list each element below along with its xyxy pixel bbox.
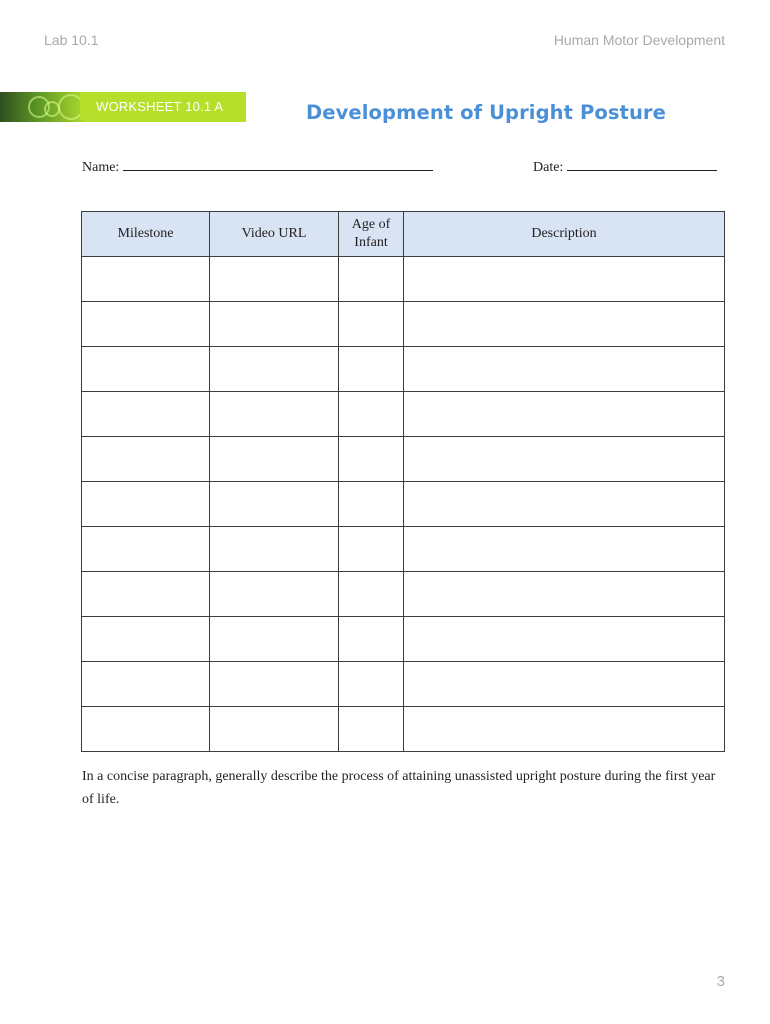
worksheet-label: WORKSHEET 10.1 A [96,99,224,114]
cell-description[interactable] [404,617,725,662]
cell-age[interactable] [339,347,404,392]
cell-description[interactable] [404,347,725,392]
cell-age[interactable] [339,302,404,347]
cell-age[interactable] [339,707,404,752]
cell-age[interactable] [339,257,404,302]
cell-age[interactable] [339,482,404,527]
cell-milestone[interactable] [82,347,210,392]
cell-video-url[interactable] [210,707,339,752]
table-row [82,482,725,527]
table-row [82,392,725,437]
cell-age[interactable] [339,392,404,437]
cell-description[interactable] [404,257,725,302]
table-row [82,527,725,572]
milestone-table [81,211,725,752]
cell-video-url[interactable] [210,482,339,527]
cell-milestone[interactable] [82,572,210,617]
cell-milestone[interactable] [82,482,210,527]
cell-age[interactable] [339,572,404,617]
date-blank-line[interactable] [567,158,717,171]
cell-video-url[interactable] [210,527,339,572]
table-row [82,707,725,752]
table-row [82,572,725,617]
cell-video-url[interactable] [210,347,339,392]
col-header-milestone: Milestone [82,212,210,257]
name-field[interactable] [82,158,433,176]
cell-video-url[interactable] [210,617,339,662]
cell-age[interactable] [339,437,404,482]
cell-milestone[interactable] [82,437,210,482]
cell-description[interactable] [404,437,725,482]
col-header-description: Description [404,212,725,257]
cell-age[interactable] [339,527,404,572]
col-header-video-url: Video URL [210,212,339,257]
table-row [82,257,725,302]
date-field[interactable] [533,158,717,176]
table-row [82,617,725,662]
page-number: 3 [716,973,725,990]
cell-video-url[interactable] [210,257,339,302]
cell-milestone[interactable] [82,392,210,437]
cell-video-url[interactable] [210,662,339,707]
cell-description[interactable] [404,707,725,752]
cell-description[interactable] [404,302,725,347]
writing-prompt: In a concise paragraph, generally describe the process of attaining unassisted upright posture during the first year of life. [82,769,716,807]
table-row [82,302,725,347]
cell-description[interactable] [404,482,725,527]
table-row [82,662,725,707]
cell-video-url[interactable] [210,437,339,482]
table-header-row [82,212,725,257]
cell-age[interactable] [339,617,404,662]
cell-milestone[interactable] [82,302,210,347]
name-label: Name: [82,160,120,175]
cell-video-url[interactable] [210,302,339,347]
cell-description[interactable] [404,527,725,572]
cell-milestone[interactable] [82,617,210,662]
cell-description[interactable] [404,572,725,617]
col-header-age-of-infant: Age of Infant [339,212,404,257]
cell-milestone[interactable] [82,662,210,707]
running-header-right: Human Motor Development [553,32,725,48]
cell-milestone[interactable] [82,527,210,572]
cell-milestone[interactable] [82,257,210,302]
name-blank-line[interactable] [123,158,433,171]
date-label: Date: [533,160,564,175]
table-row [82,437,725,482]
table-row [82,347,725,392]
worksheet-title: Development of Upright Posture [306,101,666,124]
cell-milestone[interactable] [82,707,210,752]
cell-age[interactable] [339,662,404,707]
cell-video-url[interactable] [210,392,339,437]
cell-description[interactable] [404,662,725,707]
running-header-left: Lab 10.1 [44,32,99,48]
cell-video-url[interactable] [210,572,339,617]
table-body [82,257,725,752]
cell-description[interactable] [404,392,725,437]
worksheet-banner [0,92,246,122]
